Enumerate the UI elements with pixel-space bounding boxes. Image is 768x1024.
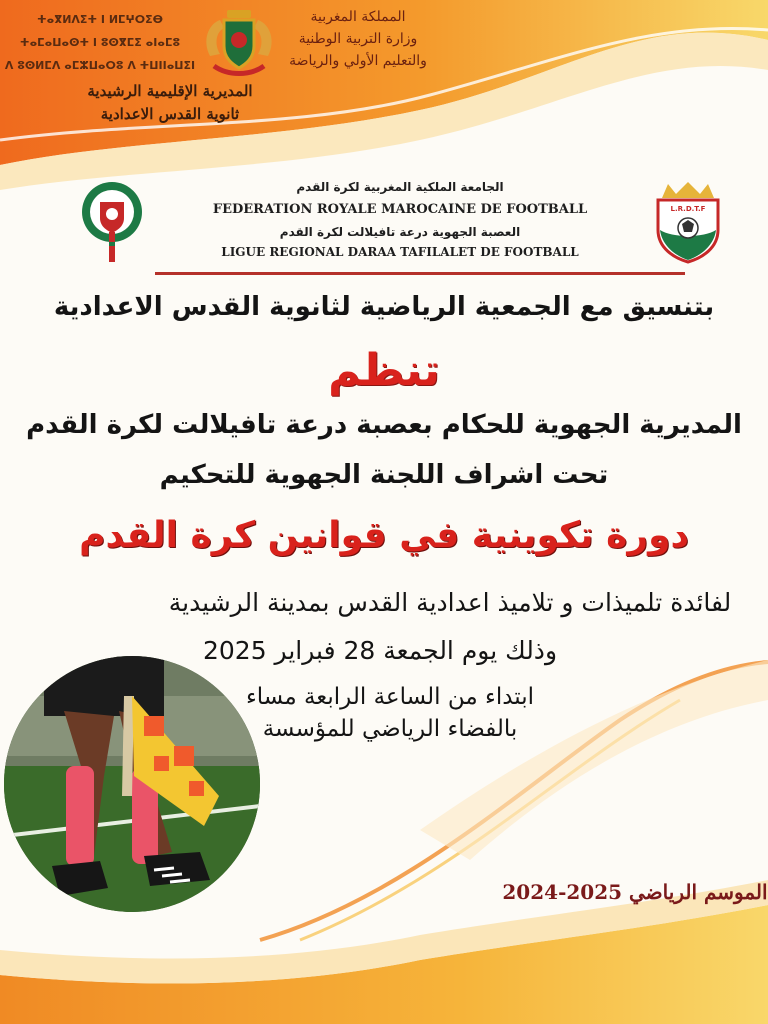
organizes-heading: تنظم: [328, 345, 440, 396]
tifinagh-header: [0, 8, 200, 77]
direction-line-2: ثانوية القدس الاعدادية: [100, 105, 240, 123]
event-time: ابتداء من الساعة الرابعة مساء: [245, 684, 535, 710]
coordination-line: بتنسيق مع الجمعية الرياضية لثانوية القدس الاعدادية: [53, 292, 715, 322]
provincial-direction: [60, 80, 280, 126]
ligue-name-ar: العصبة الجهوية درعة تافيلالت لكرة القدم: [279, 225, 521, 239]
ministry-block: [268, 6, 448, 72]
beneficiaries-line: لفائدة تلميذات و تلاميذ اعدادية القدس بمدينة الرشيدية: [168, 588, 732, 617]
training-title: دورة تكوينية في قوانين كرة القدم: [79, 515, 689, 556]
federation-name-ar: الجامعة الملكية المغربية لكرة القدم: [296, 180, 504, 194]
referee-photo: [4, 656, 260, 912]
kingdom-label: المملكة المغربية: [310, 9, 406, 25]
event-date: وذلك يوم الجمعة 28 فبراير 2025: [202, 636, 558, 665]
direction-line-1: المديرية الإقليمية الرشيدية: [87, 82, 253, 100]
ministry-line-1: وزارة التربية الوطنية: [298, 31, 418, 47]
season-label: الموسم الرياضي 2025-2024: [502, 880, 768, 904]
tifinagh-line-3: ⴷ ⵓⵙⵍⵎⴷ ⴰⵎⵣⵡⴰⵔⵓ ⴷ ⵜⵡⵏⵏⴰⵡⵉⵏ: [4, 59, 196, 72]
frmf-logo-icon: [80, 180, 144, 264]
ligue-logo-label: L.R.D.T.F: [670, 205, 706, 213]
event-place: بالفضاء الرياضي للمؤسسة: [262, 716, 518, 742]
ligue-logo-icon: [652, 178, 724, 264]
regional-directorate-line: المديرية الجهوية للحكام بعصبة درعة تافيلالت لكرة القدم: [26, 410, 742, 440]
tifinagh-line-2: ⵜⴰⵎⴰⵡⴰⵙⵜ ⵏ ⵓⵙⴳⵎⵉ ⴰⵏⴰⵎⵓ: [19, 36, 181, 49]
header-divider: [155, 272, 685, 275]
supervision-line: تحت اشراف اللجنة الجهوية للتحكيم: [159, 460, 609, 490]
federation-name-fr: FEDERATION ROYALE MAROCAINE DE FOOTBALL: [212, 202, 588, 217]
referee-illustration: [4, 656, 260, 912]
ligue-name-fr: LIGUE REGIONAL DARAA TAFILALET DE FOOTBALL: [221, 245, 579, 259]
coat-of-arms-icon: [200, 6, 278, 78]
tifinagh-line-1: ⵜⴰⴳⵍⴷⵉⵜ ⵏ ⵍⵎⵖⵔⵉⴱ: [36, 13, 163, 26]
ministry-line-2: والتعليم الأولي والرياضة: [289, 53, 427, 69]
